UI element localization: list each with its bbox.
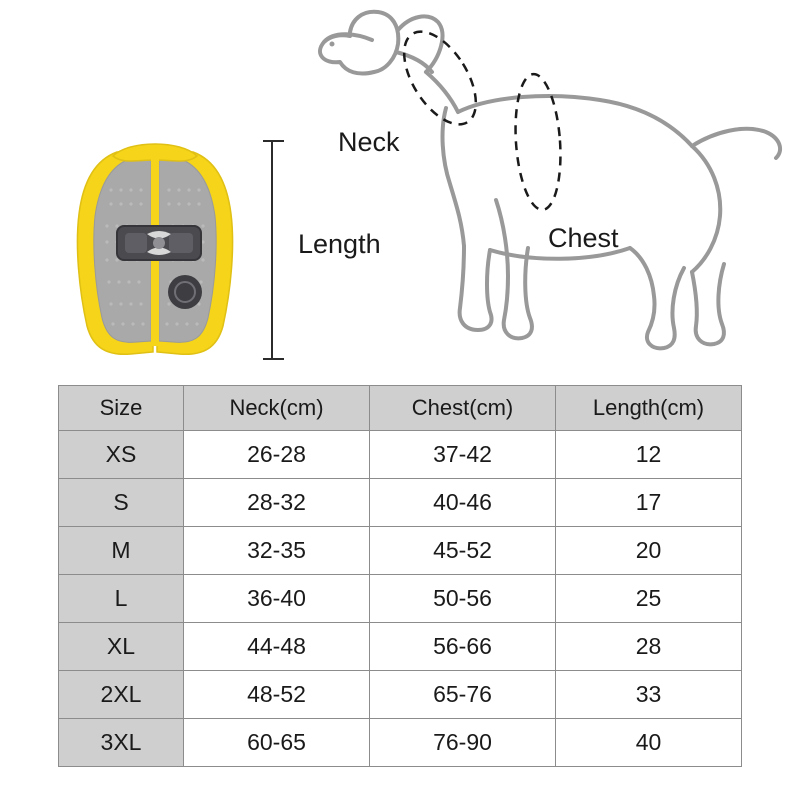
table-header-row bbox=[59, 386, 742, 431]
cell-chest: 65-76 bbox=[370, 671, 556, 719]
length-label: Length bbox=[298, 229, 381, 259]
cell-length: 28 bbox=[556, 623, 742, 671]
logo-patch-icon bbox=[168, 275, 202, 309]
table-row bbox=[59, 527, 742, 575]
size-table bbox=[58, 385, 742, 767]
chest-label: Chest bbox=[548, 223, 619, 253]
cell-size: M bbox=[59, 527, 184, 575]
column-header-size: Size bbox=[59, 386, 184, 431]
cell-length: 40 bbox=[556, 719, 742, 767]
cell-length: 20 bbox=[556, 527, 742, 575]
cell-length: 33 bbox=[556, 671, 742, 719]
cell-length: 25 bbox=[556, 575, 742, 623]
cell-length: 12 bbox=[556, 431, 742, 479]
product-photo bbox=[55, 130, 255, 365]
cell-length: 17 bbox=[556, 479, 742, 527]
cell-chest: 40-46 bbox=[370, 479, 556, 527]
cell-neck: 26-28 bbox=[184, 431, 370, 479]
cell-chest: 56-66 bbox=[370, 623, 556, 671]
cell-neck: 60-65 bbox=[184, 719, 370, 767]
column-header-neck: Neck(cm) bbox=[184, 386, 370, 431]
neck-label: Neck bbox=[338, 127, 400, 157]
cell-size: 3XL bbox=[59, 719, 184, 767]
cell-neck: 36-40 bbox=[184, 575, 370, 623]
table-row bbox=[59, 575, 742, 623]
dog-drawing bbox=[300, 0, 800, 385]
table-row bbox=[59, 431, 742, 479]
harness-vest-illustration bbox=[55, 130, 255, 365]
illustration-area bbox=[0, 0, 800, 385]
cell-size: L bbox=[59, 575, 184, 623]
cell-chest: 50-56 bbox=[370, 575, 556, 623]
column-header-length: Length(cm) bbox=[556, 386, 742, 431]
chest-measure-ellipse bbox=[511, 73, 564, 212]
cell-neck: 44-48 bbox=[184, 623, 370, 671]
table-row bbox=[59, 623, 742, 671]
cell-neck: 28-32 bbox=[184, 479, 370, 527]
dog-outline-icon bbox=[300, 0, 800, 385]
cell-chest: 76-90 bbox=[370, 719, 556, 767]
cell-size: XL bbox=[59, 623, 184, 671]
neck-measure-ellipse bbox=[390, 20, 491, 137]
table-row bbox=[59, 479, 742, 527]
cell-chest: 37-42 bbox=[370, 431, 556, 479]
table-row bbox=[59, 719, 742, 767]
column-header-chest: Chest(cm) bbox=[370, 386, 556, 431]
cell-size: XS bbox=[59, 431, 184, 479]
size-chart bbox=[58, 385, 741, 767]
buckle-icon bbox=[117, 226, 201, 260]
cell-neck: 32-35 bbox=[184, 527, 370, 575]
table-row bbox=[59, 671, 742, 719]
cell-size: S bbox=[59, 479, 184, 527]
cell-neck: 48-52 bbox=[184, 671, 370, 719]
cell-chest: 45-52 bbox=[370, 527, 556, 575]
cell-size: 2XL bbox=[59, 671, 184, 719]
